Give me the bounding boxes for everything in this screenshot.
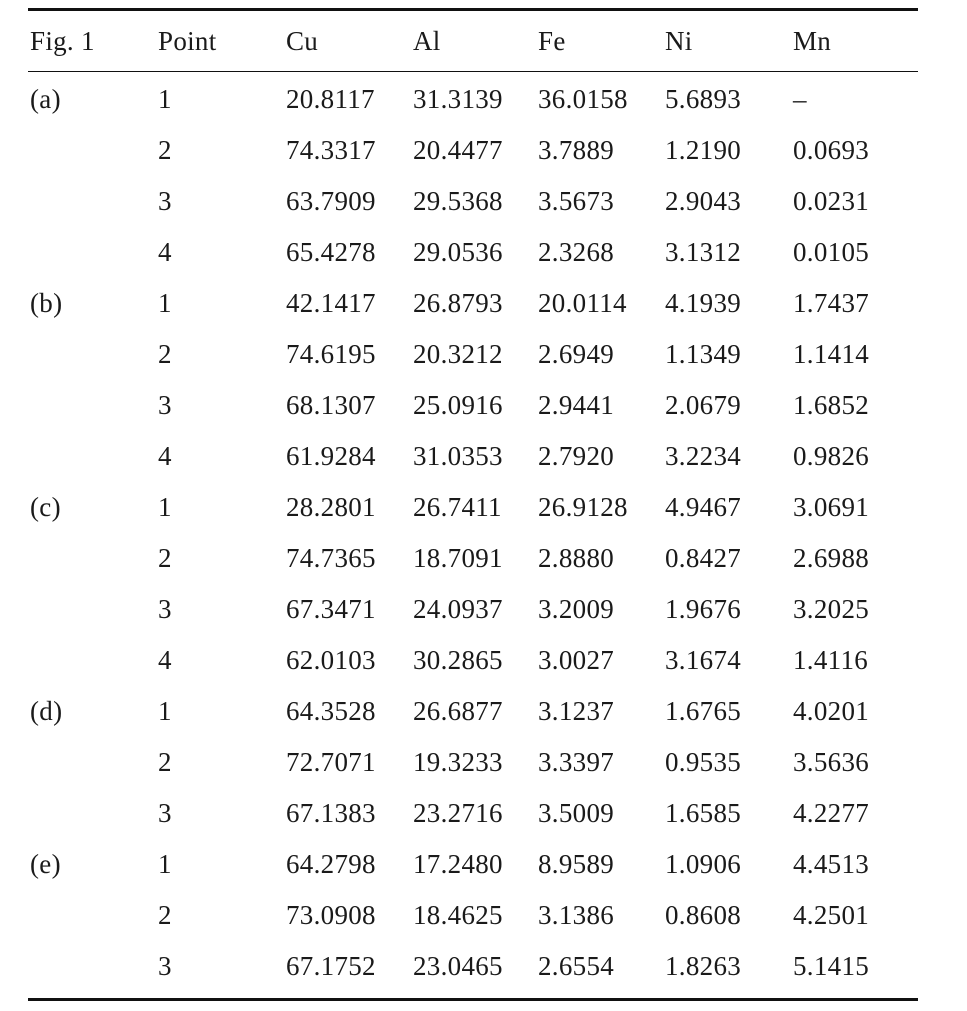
cell-al: 23.2716 bbox=[413, 798, 503, 828]
cell-fig bbox=[28, 176, 158, 227]
cell-fe: 2.6949 bbox=[538, 339, 615, 369]
cell-mn: 2.6988 bbox=[793, 543, 870, 573]
cell-al: 20.4477 bbox=[413, 135, 503, 165]
cell-point: 2 bbox=[158, 543, 172, 573]
cell-fe: 2.6554 bbox=[538, 951, 615, 981]
cell-al: 17.2480 bbox=[413, 849, 503, 879]
cell-fe: 8.9589 bbox=[538, 849, 615, 879]
cell-fe: 3.2009 bbox=[538, 594, 615, 624]
table-row bbox=[28, 788, 918, 839]
table-bottom-rule bbox=[28, 998, 918, 1001]
cell-cu: 64.2798 bbox=[286, 849, 376, 879]
cell-cu: 42.1417 bbox=[286, 288, 376, 318]
cell-al: 24.0937 bbox=[413, 594, 503, 624]
cell-fe: 20.0114 bbox=[538, 288, 627, 318]
cell-point: 2 bbox=[158, 747, 172, 777]
cell-mn: 4.0201 bbox=[793, 696, 870, 726]
column-header-cu: Cu bbox=[286, 25, 319, 56]
cell-ni: 4.1939 bbox=[665, 288, 742, 318]
cell-al: 29.0536 bbox=[413, 237, 503, 267]
cell-ni: 1.2190 bbox=[665, 135, 742, 165]
table-row bbox=[28, 941, 918, 992]
cell-mn: 4.4513 bbox=[793, 849, 870, 879]
cell-mn: 4.2277 bbox=[793, 798, 870, 828]
cell-mn: 0.9826 bbox=[793, 441, 870, 471]
cell-mn: 0.0105 bbox=[793, 237, 870, 267]
cell-cu: 74.6195 bbox=[286, 339, 376, 369]
cell-point: 4 bbox=[158, 441, 172, 471]
cell-ni: 1.6765 bbox=[665, 696, 742, 726]
cell-cu: 72.7071 bbox=[286, 747, 376, 777]
cell-cu: 68.1307 bbox=[286, 390, 376, 420]
composition-table-body bbox=[28, 72, 918, 992]
cell-point: 2 bbox=[158, 339, 172, 369]
cell-al: 18.7091 bbox=[413, 543, 503, 573]
cell-cu: 74.3317 bbox=[286, 135, 376, 165]
cell-mn: 0.0231 bbox=[793, 186, 870, 216]
cell-ni: 3.2234 bbox=[665, 441, 742, 471]
cell-fe: 2.9441 bbox=[538, 390, 615, 420]
column-header-mn: Mn bbox=[793, 25, 832, 56]
cell-cu: 67.3471 bbox=[286, 594, 376, 624]
cell-point: 3 bbox=[158, 594, 172, 624]
cell-point: 1 bbox=[158, 849, 172, 879]
cell-fe: 3.0027 bbox=[538, 645, 615, 675]
cell-ni: 4.9467 bbox=[665, 492, 742, 522]
cell-ni: 0.8427 bbox=[665, 543, 742, 573]
cell-al: 20.3212 bbox=[413, 339, 503, 369]
cell-al: 31.0353 bbox=[413, 441, 503, 471]
composition-table-container bbox=[28, 8, 918, 1001]
cell-fig: (e) bbox=[30, 849, 61, 879]
cell-ni: 2.9043 bbox=[665, 186, 742, 216]
table-row bbox=[28, 737, 918, 788]
table-row bbox=[28, 584, 918, 635]
table-body bbox=[28, 72, 918, 992]
cell-fe: 3.7889 bbox=[538, 135, 615, 165]
cell-fig bbox=[28, 584, 158, 635]
cell-fe: 3.5009 bbox=[538, 798, 615, 828]
cell-fig: (d) bbox=[30, 696, 63, 726]
cell-al: 19.3233 bbox=[413, 747, 503, 777]
cell-fig bbox=[28, 890, 158, 941]
cell-ni: 3.1312 bbox=[665, 237, 742, 267]
table-row bbox=[28, 227, 918, 278]
cell-ni: 1.9676 bbox=[665, 594, 742, 624]
cell-fig bbox=[28, 788, 158, 839]
cell-mn: 0.0693 bbox=[793, 135, 870, 165]
table-header bbox=[28, 11, 918, 71]
cell-cu: 74.7365 bbox=[286, 543, 376, 573]
cell-al: 30.2865 bbox=[413, 645, 503, 675]
cell-point: 1 bbox=[158, 84, 172, 114]
cell-mn: 4.2501 bbox=[793, 900, 870, 930]
table-row bbox=[28, 125, 918, 176]
cell-fe: 3.1237 bbox=[538, 696, 615, 726]
column-header-al: Al bbox=[413, 25, 441, 56]
cell-ni: 0.9535 bbox=[665, 747, 742, 777]
cell-fig bbox=[28, 941, 158, 992]
table-row bbox=[28, 176, 918, 227]
cell-cu: 62.0103 bbox=[286, 645, 376, 675]
cell-point: 2 bbox=[158, 135, 172, 165]
cell-cu: 61.9284 bbox=[286, 441, 376, 471]
cell-point: 1 bbox=[158, 492, 172, 522]
cell-ni: 1.8263 bbox=[665, 951, 742, 981]
cell-fig bbox=[28, 329, 158, 380]
cell-al: 31.3139 bbox=[413, 84, 503, 114]
cell-fe: 26.9128 bbox=[538, 492, 628, 522]
cell-point: 1 bbox=[158, 288, 172, 318]
cell-al: 25.0916 bbox=[413, 390, 503, 420]
header-row bbox=[28, 11, 918, 71]
cell-fig bbox=[28, 533, 158, 584]
cell-point: 3 bbox=[158, 951, 172, 981]
cell-cu: 65.4278 bbox=[286, 237, 376, 267]
table-row bbox=[28, 839, 918, 890]
cell-mn: 1.1414 bbox=[793, 339, 870, 369]
cell-ni: 2.0679 bbox=[665, 390, 742, 420]
cell-cu: 73.0908 bbox=[286, 900, 376, 930]
cell-ni: 1.0906 bbox=[665, 849, 742, 879]
column-header-fig: Fig. 1 bbox=[30, 25, 95, 56]
table-row bbox=[28, 380, 918, 431]
cell-point: 4 bbox=[158, 645, 172, 675]
cell-fe: 3.1386 bbox=[538, 900, 615, 930]
table-row bbox=[28, 278, 918, 329]
cell-fig bbox=[28, 635, 158, 686]
cell-al: 26.8793 bbox=[413, 288, 503, 318]
cell-point: 2 bbox=[158, 900, 172, 930]
cell-fig bbox=[28, 380, 158, 431]
cell-al: 26.6877 bbox=[413, 696, 503, 726]
cell-fe: 2.8880 bbox=[538, 543, 615, 573]
table-row bbox=[28, 329, 918, 380]
cell-point: 1 bbox=[158, 696, 172, 726]
cell-fig bbox=[28, 227, 158, 278]
cell-al: 26.7411 bbox=[413, 492, 502, 522]
cell-fe: 2.7920 bbox=[538, 441, 615, 471]
cell-point: 3 bbox=[158, 186, 172, 216]
table-row bbox=[28, 686, 918, 737]
cell-al: 23.0465 bbox=[413, 951, 503, 981]
table-row bbox=[28, 533, 918, 584]
cell-ni: 1.6585 bbox=[665, 798, 742, 828]
cell-fig: (c) bbox=[30, 492, 61, 522]
cell-fig bbox=[28, 125, 158, 176]
cell-mn: 1.6852 bbox=[793, 390, 870, 420]
cell-cu: 20.8117 bbox=[286, 84, 375, 114]
cell-mn: 3.0691 bbox=[793, 492, 870, 522]
cell-fe: 3.3397 bbox=[538, 747, 615, 777]
cell-fig: (b) bbox=[30, 288, 63, 318]
cell-ni: 0.8608 bbox=[665, 900, 742, 930]
column-header-fe: Fe bbox=[538, 25, 566, 56]
table-row bbox=[28, 431, 918, 482]
cell-mn: 1.7437 bbox=[793, 288, 870, 318]
cell-fe: 3.5673 bbox=[538, 186, 615, 216]
cell-cu: 28.2801 bbox=[286, 492, 376, 522]
column-header-ni: Ni bbox=[665, 25, 693, 56]
cell-mn: 3.2025 bbox=[793, 594, 870, 624]
cell-cu: 67.1752 bbox=[286, 951, 376, 981]
cell-cu: 67.1383 bbox=[286, 798, 376, 828]
cell-mn: 5.1415 bbox=[793, 951, 870, 981]
cell-cu: 64.3528 bbox=[286, 696, 376, 726]
cell-point: 4 bbox=[158, 237, 172, 267]
cell-cu: 63.7909 bbox=[286, 186, 376, 216]
cell-fe: 36.0158 bbox=[538, 84, 628, 114]
cell-ni: 5.6893 bbox=[665, 84, 742, 114]
table-row bbox=[28, 890, 918, 941]
cell-mn: 1.4116 bbox=[793, 645, 869, 675]
cell-al: 29.5368 bbox=[413, 186, 503, 216]
cell-ni: 1.1349 bbox=[665, 339, 742, 369]
cell-mn: 3.5636 bbox=[793, 747, 870, 777]
table-row bbox=[28, 72, 918, 125]
column-header-point: Point bbox=[158, 25, 217, 56]
cell-fig: (a) bbox=[30, 84, 61, 114]
cell-fig bbox=[28, 431, 158, 482]
table-row bbox=[28, 635, 918, 686]
cell-mn: – bbox=[793, 84, 807, 114]
cell-ni: 3.1674 bbox=[665, 645, 742, 675]
cell-al: 18.4625 bbox=[413, 900, 503, 930]
cell-point: 3 bbox=[158, 390, 172, 420]
composition-table bbox=[28, 11, 918, 71]
table-row bbox=[28, 482, 918, 533]
cell-fig bbox=[28, 737, 158, 788]
cell-point: 3 bbox=[158, 798, 172, 828]
cell-fe: 2.3268 bbox=[538, 237, 615, 267]
